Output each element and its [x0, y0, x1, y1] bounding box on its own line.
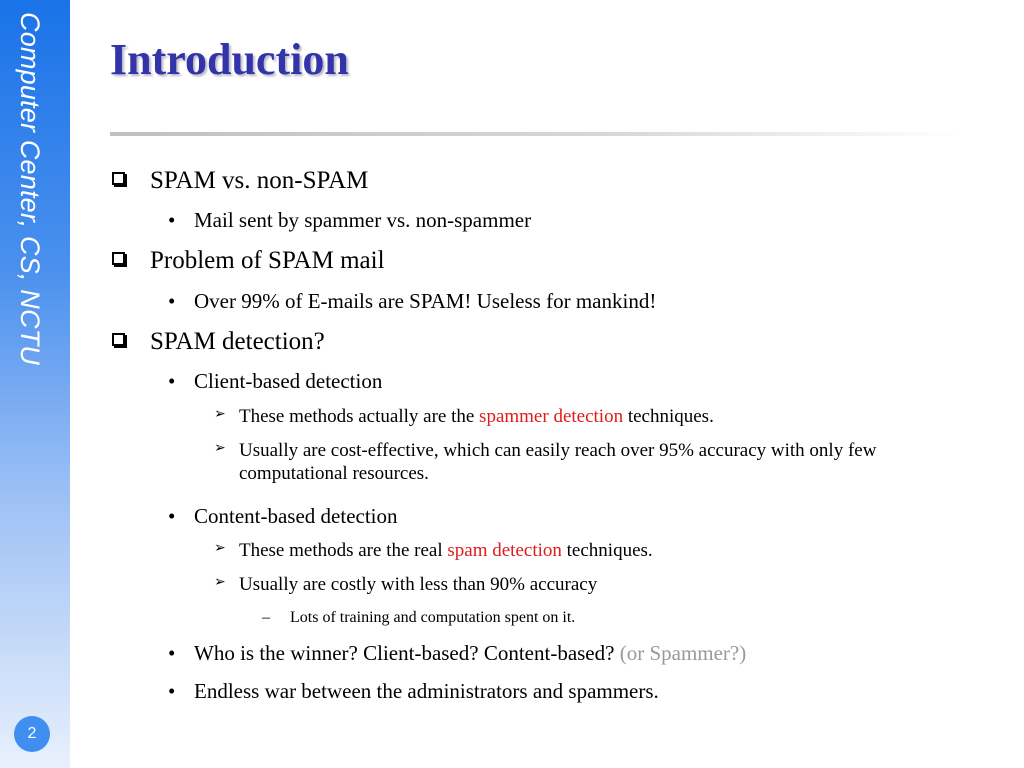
bullet-dot-icon: • [168, 369, 176, 393]
highlight-spammer-detection: spammer detection [479, 406, 624, 427]
page-number-badge: 2 [14, 716, 50, 752]
bullet-text: Usually are cost-effective, which can easily reach over 95% accuracy with only few computational resources. [239, 440, 877, 484]
bullet-text: Endless war between the administrators and spammers. [194, 679, 659, 703]
square-checkbox-icon [112, 172, 125, 185]
bullet-text: Over 99% of E-mails are SPAM! Useless for mankind! [194, 289, 657, 313]
bullet-dot-icon: • [168, 504, 176, 528]
bullet-text: Client-based detection [194, 369, 383, 393]
arrow-bullet-icon: ➢ [214, 441, 226, 456]
arrow-bullet-icon: ➢ [214, 407, 226, 422]
bullet-text: These methods actually are the spammer detection techniques. [239, 406, 714, 427]
arrow-bullet-icon: ➢ [214, 575, 226, 590]
bullet-dot-icon: • [168, 289, 176, 313]
bullet-text: SPAM vs. non-SPAM [150, 167, 369, 194]
bullet-text: Who is the winner? Client-based? Content-based? (or Spammer?) [194, 641, 747, 665]
bullet-text: Mail sent by spammer vs. non-spammer [194, 208, 532, 232]
bullet-text: Content-based detection [194, 504, 398, 528]
bullet-text: Lots of training and computation spent on it. [290, 609, 576, 626]
bullet-text: Problem of SPAM mail [150, 247, 385, 274]
arrow-bullet-icon: ➢ [214, 541, 226, 556]
highlight-spam-detection: spam detection [447, 540, 562, 561]
bullet-dot-icon: • [168, 679, 176, 703]
sidebar-label: Computer Center, CS, NCTU [15, 12, 45, 366]
dash-bullet-icon: – [262, 609, 270, 626]
bullet-text: SPAM detection? [150, 328, 325, 355]
muted-or-spammer: (or Spammer?) [619, 641, 747, 665]
bullet-dot-icon: • [168, 208, 176, 232]
square-checkbox-icon [112, 252, 125, 265]
bullet-text: Usually are costly with less than 90% accuracy [239, 574, 598, 595]
square-checkbox-icon [112, 333, 125, 346]
title-divider [110, 132, 960, 136]
sidebar-band [0, 0, 70, 768]
bullet-text: These methods are the real spam detection techniques. [239, 540, 653, 561]
slide-title: Introduction [110, 35, 349, 84]
bullet-dot-icon: • [168, 641, 176, 665]
